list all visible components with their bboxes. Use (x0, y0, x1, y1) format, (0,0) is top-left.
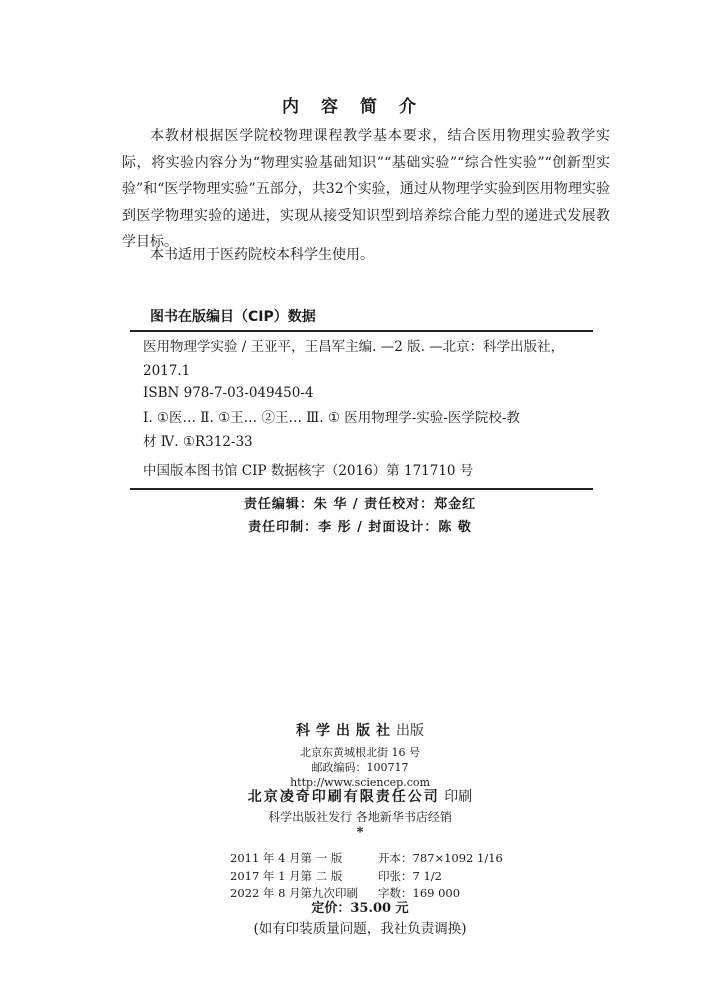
intro-paragraph-2: 本书适用于医药院校本科学生使用。 (150, 247, 374, 263)
cip-heading: 图书在版编目（CIP）数据 (150, 309, 316, 325)
edition-row (230, 885, 503, 903)
edition-row (230, 850, 503, 868)
printer-suffix: 印刷 (444, 789, 473, 805)
cip-isbn: ISBN 978-7-03-049450-4 (143, 385, 314, 401)
cip-classification (143, 407, 583, 454)
printer-name (0, 790, 720, 804)
edition-row (230, 868, 503, 886)
printer-logo: 北京凌奇印刷有限责任公司 (247, 789, 440, 805)
publisher-logo: 科学出版社 (296, 723, 396, 739)
edition-spec: 开本：787×1092 1/16 (378, 851, 503, 865)
edition-date: 2017 年 1 月第 二 版 (230, 868, 343, 883)
cip-line-1: 医用物理学实验 / 王亚平，王昌军主编. —2 版. —北京：科学出版社， (143, 339, 565, 355)
edition-date: 2022 年 8 月第九次印刷 (230, 886, 359, 900)
cip-top-rule (130, 330, 593, 332)
publisher-address: 北京东黄城根北街 16 号 (300, 746, 420, 759)
edition-spec: 印张：7 1/2 (378, 868, 442, 883)
cip-bibliographic (143, 336, 583, 383)
publisher-suffix: 出版 (396, 723, 424, 739)
publisher-name (0, 724, 720, 738)
quality-notice: (如有印装质量问题，我社负责调换) (253, 921, 467, 937)
cip-bottom-rule (130, 488, 593, 490)
publisher-postcode: 邮政编码：100717 (311, 761, 409, 774)
intro-paragraph-1: 本教材根据医学院校物理课程教学基本要求，结合医用物理实验教学实际，将实验内容分为“物理实验基础知识”“基础实验”“综合性实验”“创新型实验”和“医学物理实验”五部分，共32个实验，通过从物理学实验到医用物理实验到医学物理实验的递进，实现从接受知识型到培养综合能力型的递进式发展教学目标。 (122, 128, 610, 250)
cip-line-2: 2017.1 (143, 362, 191, 379)
cip-class-line-2: 材 Ⅳ. ①R312-33 (143, 433, 253, 450)
staff-line-2: 责任印制：李 彤 / 封面设计：陈 敬 (248, 520, 472, 535)
intro-title: 内容简介 (282, 97, 438, 117)
cip-record: 中国版本图书馆 CIP 数据核字（2016）第 171710 号 (143, 463, 474, 479)
price: 定价：35.00 元 (311, 901, 409, 916)
publisher-url: http://www.sciencep.com (290, 776, 430, 789)
edition-spec: 字数：169 000 (378, 886, 461, 900)
edition-date: 2011 年 4 月第 一 版 (230, 851, 343, 865)
star-separator: * (356, 825, 364, 840)
distribution-line: 科学出版社发行 各地新华书店经销 (268, 810, 452, 824)
cip-class-line-1: Ⅰ. ①医… Ⅱ. ①王… ②王… Ⅲ. ① 医用物理学-实验-医学院校-教 (143, 410, 520, 426)
edition-table (230, 850, 503, 903)
staff-line-1: 责任编辑：朱 华 / 责任校对：郑金红 (243, 497, 477, 512)
